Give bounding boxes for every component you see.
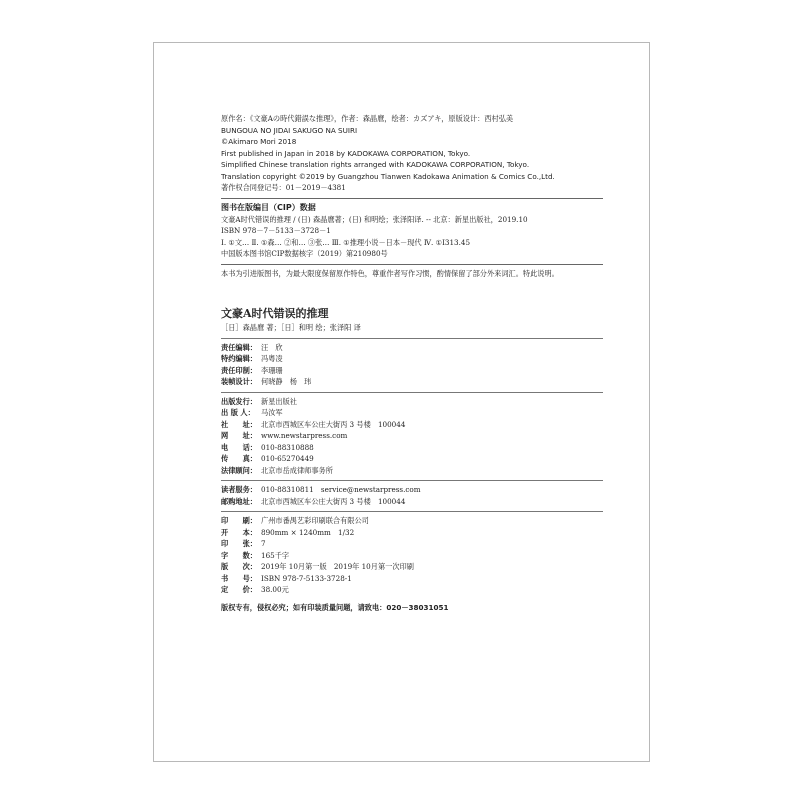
contract-registration-line: 著作权合同登记号：01－2019－4381 <box>221 183 346 192</box>
row-value: 010-65270449 <box>261 454 314 463</box>
printing-row <box>221 527 603 539</box>
row-value: 010-88310811 service@newstarpress.com <box>261 485 421 494</box>
editor-row <box>221 376 603 388</box>
row-value: 马汝军 <box>261 408 283 417</box>
copyright-block <box>221 113 603 194</box>
row-label: 开 本： <box>221 527 257 537</box>
row-value: 2019年 10月第一版 2019年 10月第一次印刷 <box>261 562 414 571</box>
reader-service-block <box>221 484 603 507</box>
rights-reserved-footer: 版权专有，侵权必究；如有印装质量问题，请致电：020－38031051 <box>221 602 449 612</box>
row-value: 165千字 <box>261 550 290 560</box>
publisher-row <box>221 465 603 477</box>
book-title: 文豪A时代错误的推理 <box>221 306 329 320</box>
divider <box>221 511 603 512</box>
editor-row <box>221 353 603 365</box>
cip-line: Ⅰ. ①文… Ⅱ. ①森… ②和… ③张… Ⅲ. ①推理小说－日本－现代 Ⅳ. ①I313.45 <box>221 237 471 247</box>
row-label: 印 刷： <box>221 516 257 525</box>
row-label: 出版发行： <box>221 396 257 406</box>
row-value: ISBN 978-7-5133-3728-1 <box>261 573 352 583</box>
editor-row <box>221 365 603 377</box>
divider <box>221 480 603 481</box>
row-label: 责任编辑： <box>221 342 257 352</box>
publisher-block <box>221 396 603 477</box>
row-value: 北京市西城区车公庄大街丙 3 号楼 100044 <box>261 496 406 506</box>
original-title-line: 原作名：《文豪Aの時代錯誤な推理》，作者：森晶麿，绘者：カズアキ，原版设计：西村弘美 <box>221 114 514 123</box>
row-value: 890mm × 1240mm 1/32 <box>261 527 355 537</box>
cip-block <box>221 202 603 260</box>
book-authors: ［日］森晶麿 著；［日］和明 绘；张泽阳 译 <box>221 322 361 332</box>
publisher-row <box>221 430 603 442</box>
author-copyright-line: ©Akimaro Mori 2018 <box>221 137 297 146</box>
row-label: 传 真： <box>221 454 257 463</box>
cip-title: 图书在版编目（CIP）数据 <box>221 202 316 212</box>
row-label: 装帧设计： <box>221 377 257 386</box>
reader-row <box>221 484 603 496</box>
row-label: 书 号： <box>221 573 257 583</box>
row-label: 特约编辑： <box>221 354 257 363</box>
row-value: 何晓静 杨 玮 <box>261 377 312 386</box>
row-label: 读者服务： <box>221 485 257 494</box>
row-label: 定 价： <box>221 585 257 594</box>
row-label: 邮购地址： <box>221 496 257 506</box>
printing-row <box>221 573 603 585</box>
translation-copyright-line: Translation copyright ©2019 by Guangzhou Tianwen Kadokawa Animation & Comics Co.,Ltd. <box>221 171 555 181</box>
row-value: 冯粤凌 <box>261 354 283 363</box>
printing-row <box>221 550 603 562</box>
row-value: 北京市岳成律师事务所 <box>261 465 333 475</box>
printing-block <box>221 515 603 596</box>
translation-rights-line: Simplified Chinese translation rights arranged with KADOKAWA CORPORATION, Tokyo. <box>221 160 530 169</box>
row-value: 新星出版社 <box>261 396 297 406</box>
first-published-line: First published in Japan in 2018 by KADOKAWA CORPORATION, Tokyo. <box>221 148 471 158</box>
row-value: 北京市西城区车公庄大街丙 3 号楼 100044 <box>261 419 406 429</box>
row-label: 法律顾问： <box>221 465 257 475</box>
copyright-page <box>153 42 650 762</box>
printing-row <box>221 515 603 527</box>
reader-row <box>221 496 603 508</box>
publisher-row <box>221 453 603 465</box>
row-value: 广州市番禺艺彩印刷联合有限公司 <box>261 516 369 525</box>
printing-row <box>221 584 603 596</box>
row-value: 38.00元 <box>261 585 289 594</box>
row-label: 责任印制： <box>221 365 257 375</box>
row-value: 010-88310888 <box>261 442 314 452</box>
publisher-row <box>221 419 603 431</box>
publisher-row <box>221 407 603 419</box>
row-label: 版 次： <box>221 562 257 571</box>
row-value: 7 <box>261 539 266 548</box>
romanized-title-line: BUNGOUA NO JIDAI SAKUGO NA SUIRI <box>221 125 358 135</box>
row-value: 李珊珊 <box>261 365 283 375</box>
row-label: 网 址： <box>221 431 257 440</box>
row-label: 印 张： <box>221 539 257 548</box>
publisher-row <box>221 442 603 454</box>
cip-line: 中国版本图书馆CIP数据核字（2019）第210980号 <box>221 249 388 258</box>
divider <box>221 338 603 339</box>
divider <box>221 392 603 393</box>
row-label: 出 版 人： <box>221 408 255 417</box>
page-content <box>221 113 603 614</box>
cip-line: 文豪A时代错误的推理 / (日) 森晶麿著；(日) 和明绘；张泽阳译. -- 北京：新星出版社，2019.10 <box>221 214 528 224</box>
row-value: www.newstarpress.com <box>261 431 348 440</box>
printing-row <box>221 561 603 573</box>
row-label: 电 话： <box>221 442 257 452</box>
printing-row <box>221 538 603 550</box>
row-value: 汪 欣 <box>261 342 283 352</box>
divider <box>221 198 603 199</box>
cip-line: ISBN 978－7－5133－3728－1 <box>221 226 331 235</box>
editor-row <box>221 342 603 354</box>
editors-block <box>221 342 603 388</box>
foreign-terms-notice: 本书为引进版图书，为最大限度保留原作特色，尊重作者写作习惯，酌情保留了部分外来词汇。特此说明。 <box>221 268 559 278</box>
divider <box>221 264 603 265</box>
row-label: 字 数： <box>221 550 257 560</box>
row-label: 社 址： <box>221 419 257 429</box>
publisher-row <box>221 396 603 408</box>
